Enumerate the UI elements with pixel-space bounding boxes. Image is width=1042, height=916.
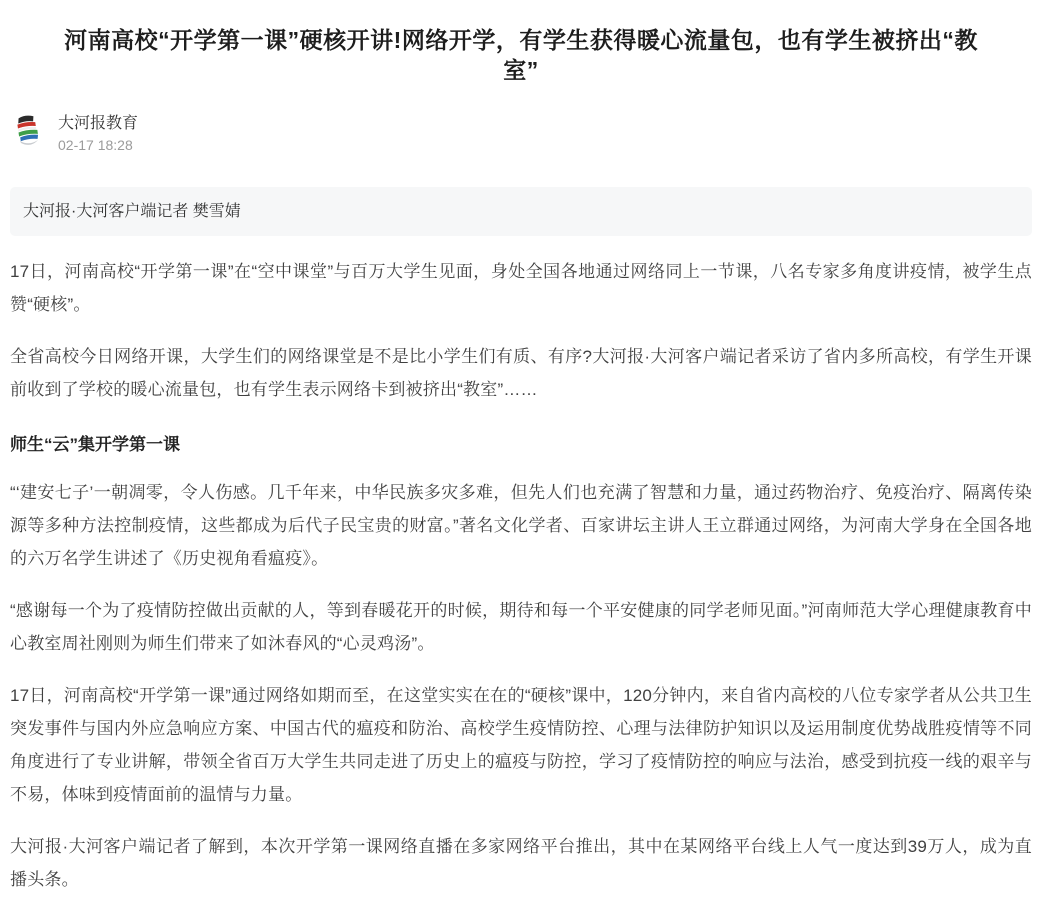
publish-time: 02-17 18:28 bbox=[58, 136, 133, 153]
article-paragraph: 大河报·大河客户端记者了解到，本次开学第一课网络直播在多家网络平台推出，其中在某网络平台线上人气一度达到39万人，成为直播头条。 bbox=[10, 836, 1032, 889]
article-body bbox=[10, 255, 1032, 896]
source-note: 大河报·大河客户端记者 樊雪婧 bbox=[10, 187, 1032, 236]
article-paragraph: 全省高校今日网络开课，大学生们的网络课堂是不是比小学生们有质、有序?大河报·大河客户端记者采访了省内多所高校，有学生开课前收到了学校的暖心流量包，也有学生表示网络卡到被挤出“教室”…… bbox=[10, 346, 1032, 399]
article-paragraph: “‘建安七子’一朝凋零，令人伤感。几千年来，中华民族多灾多难，但先人们也充满了智慧和力量，通过药物治疗、免疫治疗、隔离传染源等多种方法控制疫情，这些都成为后代子民宝贵的财富。”著名文化学者、百家讲坛主讲人王立群通过网络，为河南大学身在全国各地的六万名学生讲述了《历史视角看瘟疫》。 bbox=[10, 482, 1032, 568]
article-paragraph: 17日，河南高校“开学第一课”通过网络如期而至，在这堂实实在在的“硬核”课中，120分钟内，来自省内高校的八位专家学者从公共卫生突发事件与国内外应急响应方案、中国古代的瘟疫和防治、高校学生疫情防控、心理与法律防护知识以及运用制度优势战胜疫情等不同角度进行了专业讲解，带领全省百万大学生共同走进了历史上的瘟疫与防控，学习了疫情防控的响应与法治，感受到抗疫一线的艰辛与不易，体味到疫情面前的温情与力量。 bbox=[10, 685, 1032, 804]
article-paragraph: 17日，河南高校“开学第一课”在“空中课堂”与百万大学生见面，身处全国各地通过网络同上一节课，八名专家多角度讲疫情，被学生点赞“硬核”。 bbox=[10, 261, 1032, 314]
author-meta bbox=[58, 114, 138, 155]
article-paragraph: “感谢每一个为了疫情防控做出贡献的人，等到春暖花开的时候，期待和每一个平安健康的同学老师见面。”河南师范大学心理健康教育中心教室周社刚则为师生们带来了如沐春风的“心灵鸡汤”。 bbox=[10, 600, 1032, 653]
author-name[interactable]: 大河报教育 bbox=[58, 114, 139, 132]
article-title: 河南高校“开学第一课”硬核开讲!网络开学，有学生获得暖心流量包，也有学生被挤出“教室” bbox=[64, 27, 978, 83]
section-subheading: 师生“云”集开学第一课 bbox=[10, 434, 180, 454]
author-avatar[interactable] bbox=[14, 114, 44, 146]
author-row bbox=[14, 114, 1032, 155]
stacked-books-logo-icon bbox=[14, 133, 44, 150]
